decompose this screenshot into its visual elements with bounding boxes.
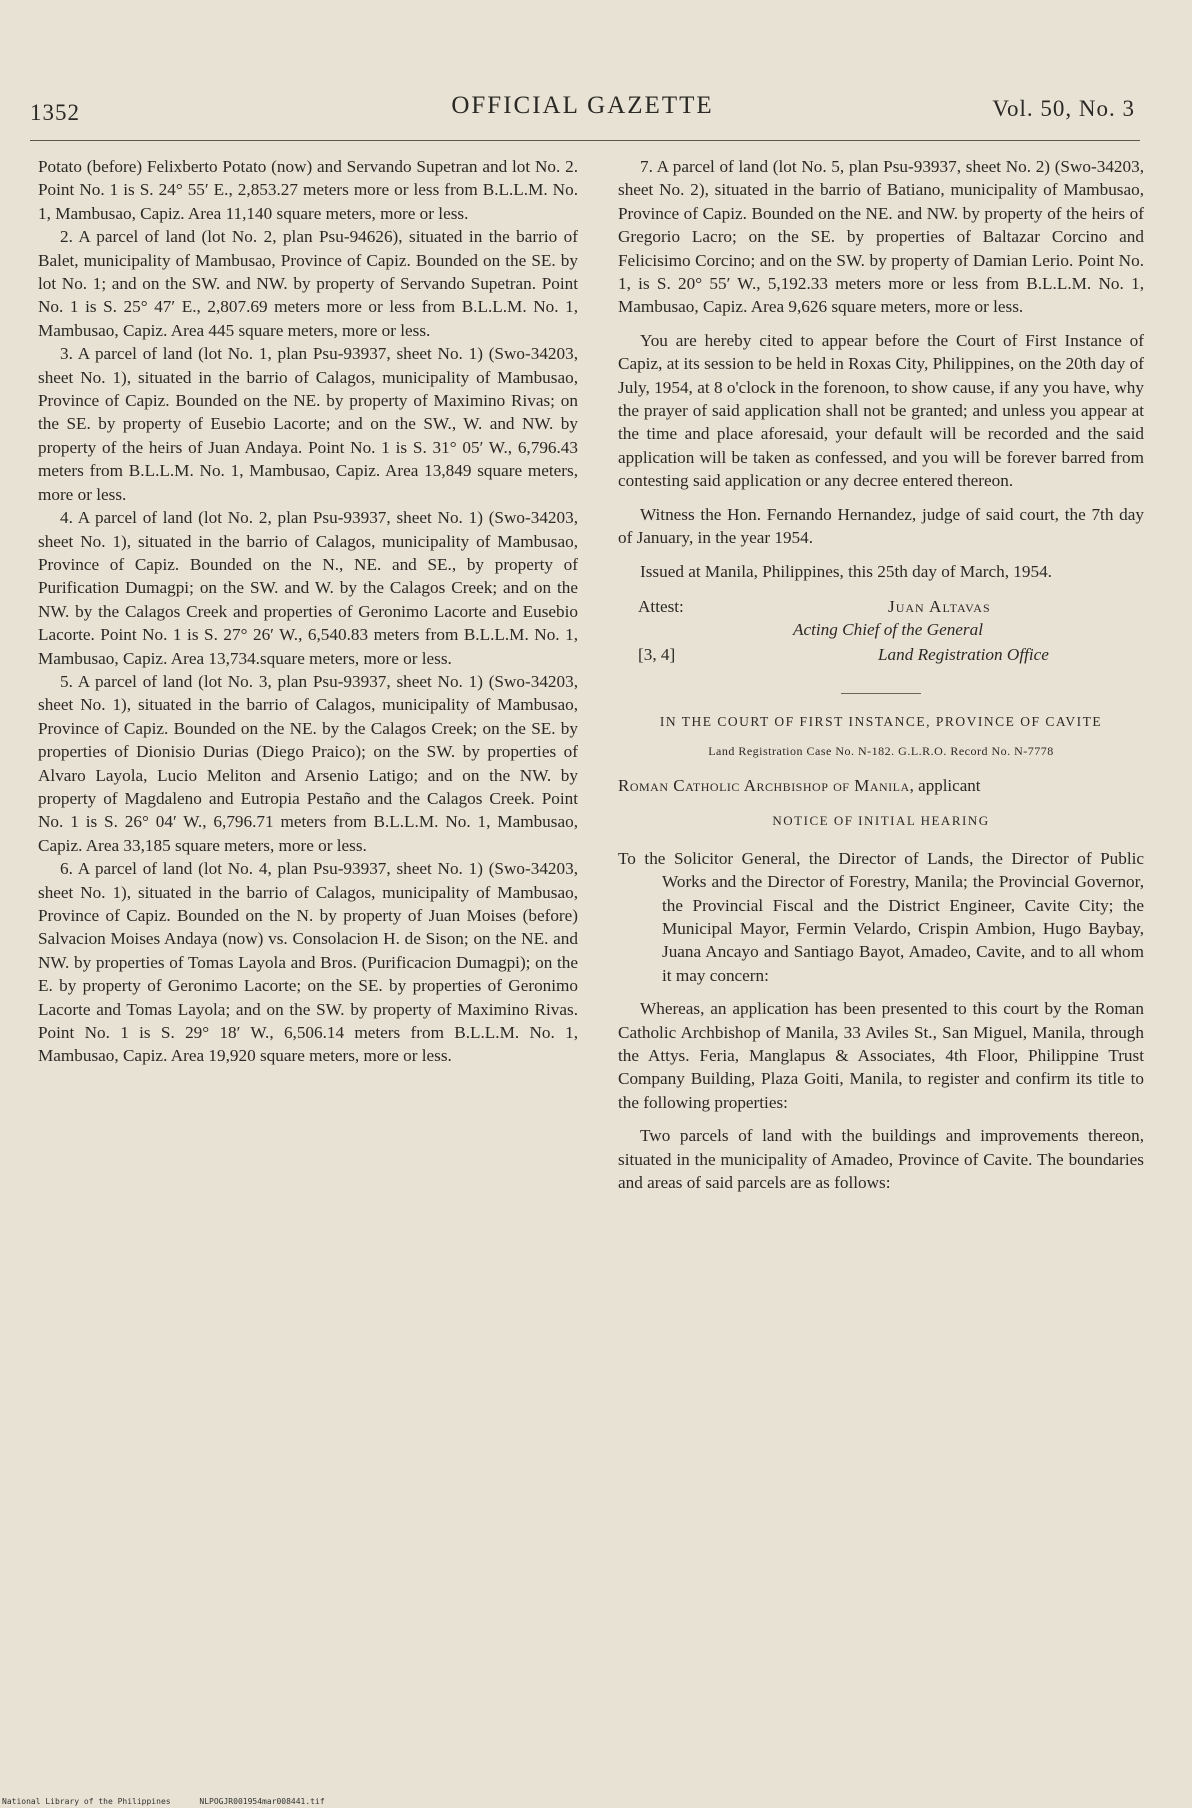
parcel-5: 5. A parcel of land (lot No. 3, plan Psu-93937, sheet No. 1) (Swo-34203, sheet No. 1), situated in the barrio of Calagos, municipality of Mambusao, Province of Capiz. Bounded on the NE. by the Calagos Creek; on the SE. by properties of Dionisio Durias (Diego Praico); on the SW. by properties of Alvaro Layola, Lucio Meliton and Arsenio Latigo; and on the NW. by property of Magdaleno and Eutropia Pestaño and the Calagos Creek. Point No. 1 is S. 26° 04′ W., 6,796.71 meters from B.L.L.M. No. 1, Mambusao, Capiz. Area 33,185 square meters, more or less.: [38, 671, 578, 855]
case-number: Land Registration Case No. N-182. G.L.R.O. Record No. N-7778: [708, 743, 1054, 758]
volume-issue: Vol. 50, No. 3: [992, 96, 1135, 121]
court-heading: IN THE COURT OF FIRST INSTANCE, PROVINCE OF CAVITE: [659, 713, 1103, 729]
issue-reference: [3, 4]: [638, 644, 676, 664]
publication-title: OFFICIAL GAZETTE: [451, 92, 714, 119]
parcel-2: 2. A parcel of land (lot No. 2, plan Psu-94626), situated in the barrio of Balet, municipality of Mambusao, Province of Capiz. Bounded on the SE. by lot No. 1; and on the SW. and NW. by property of Servando Supetran. Point No. 1 is S. 25° 47′ E., 2,807.69 meters more or less from B.L.L.M. No. 1, Mambusao, Capiz. Area 445 square meters, more or less.: [38, 227, 578, 340]
scan-footer: [2, 1797, 349, 1806]
addressee-paragraph: To the Solicitor General, the Director of Lands, the Director of Public Works and the Director of Forestry, Manila; the Provincial Governor, the Provincial Fiscal and the District Engineer, Cavite City; the Municipal Mayor, Fermin Velardo, Crispin Ambion, Hugo Baybay, Juana Ancayo and Santiago Bayot, Amadeo, Cavite, and to all whom it may concern:: [618, 848, 1144, 985]
running-header: [30, 88, 1135, 128]
page-number: 1352: [30, 100, 80, 125]
two-parcels-paragraph: Two parcels of land with the buildings and improvements thereon, situated in the municipality of Amadeo, Province of Cavite. The boundaries and areas of said parcels are as follows:: [618, 1126, 1144, 1192]
parcel-4: 4. A parcel of land (lot No. 2, plan Psu-93937, sheet No. 1) (Swo-34203, sheet No. 1), situated in the barrio of Calagos, municipality of Mambusao, Province of Capiz. Bounded on the N., NE. and SE., by property of Purification Dumagpi; on the SW. and W. by the Calagos Creek; and on the NW. by the Calagos Creek and properties of Geronimo Lacorte and Eusebio Lacorte. Point No. 1 is S. 27° 26′ W., 6,540.83 meters from B.L.L.M. No. 1, Mambusao, Capiz. Area 13,734.square meters, more or less.: [38, 508, 578, 668]
signer-title-line-1: Acting Chief of the General: [793, 619, 983, 639]
left-column: [38, 155, 578, 1068]
section-divider: [841, 693, 921, 694]
file-name: NLPOGJR001954mar008441.tif: [199, 1797, 325, 1806]
witness-paragraph: Witness the Hon. Fernando Hernandez, judge of said court, the 7th day of January, in the year 1954.: [618, 504, 1144, 548]
header-rule: [30, 140, 1140, 141]
parcel-6: 6. A parcel of land (lot No. 4, plan Psu-93937, sheet No. 1) (Swo-34203, sheet No. 1), situated in the barrio of Calagos, municipality of Mambusao, Province of Capiz. Bounded on the N. by property of Juan Moises (before) Salvacion Moises Andaya (now) vs. Consolacion H. de Sison; on the NE. and NW. by properties of Tomas Layola and Bros. (Purificacion Dumagpi); on the E. by property of Geronimo Lacorte; on the SE. by properties of Geronimo Lacorte and Tomas Layola; and on the SW. by property of Maximino Rivas. Point No. 1 is S. 29° 18′ W., 6,506.14 meters from B.L.L.M. No. 1, Mambusao, Capiz. Area 19,920 square meters, more or less.: [38, 859, 578, 1066]
signer-title-line-2: Land Registration Office: [878, 644, 1049, 664]
citation-paragraph: You are hereby cited to appear before the Court of First Instance of Capiz, at its session to be held in Roxas City, Philippines, on the 20th day of July, 1954, at 8 o'clock in the forenoon, to show cause, if any you have, why the prayer of said application shall not be granted; and unless you appear at the time and place aforesaid, your default will be recorded and the said application will be taken as confessed, and you will be forever barred from contesting said application or any decree entered thereon.: [618, 330, 1144, 491]
right-column: [618, 155, 1144, 1194]
parcel-7: 7. A parcel of land (lot No. 5, plan Psu-93937, sheet No. 2) (Swo-34203, sheet No. 2), situated in the barrio of Batiano, municipality of Mambusao, Province of Capiz. Bounded on the NE. and NW. by property of the heirs of Gregorio Lacro; on the SE. by properties of Baltazar Corcino and Felicisimo Corcino; and on the SW. by property of Damian Lerio. Point No. 1, is S. 20° 55′ W., 5,192.33 meters more or less from B.L.L.M. No. 1, Mambusao, Capiz. Area 9,626 square meters, more or less.: [618, 157, 1144, 317]
library-credit: National Library of the Philippines: [2, 1797, 171, 1806]
applicant-line: [618, 774, 1144, 797]
parcel-3: 3. A parcel of land (lot No. 1, plan Psu-93937, sheet No. 1) (Swo-34203, sheet No. 1), situated in the barrio of Calagos, municipality of Mambusao, Province of Capiz. Bounded on the NE. by property of Maximino Rivas; on the SE. by property of Eusebio Lacorte; and on the SW., W. and NW. by property of the heirs of Juan Andaya. Point No. 1 is S. 31° 05′ W., 6,796.43 meters from B.L.L.M. No. 1, Mambusao, Capiz. Area 13,849 square meters, more or less.: [38, 344, 578, 504]
parcel-1-continuation: Potato (before) Felixberto Potato (now) and Servando Supetran and lot No. 2. Point No. 1 is S. 24° 55′ E., 2,853.27 meters more or less from B.L.L.M. No. 1, Mambusao, Capiz. Area 11,140 square meters, more or less.: [38, 157, 578, 223]
applicant-suffix: , applicant: [909, 775, 981, 795]
attest-label: Attest:: [638, 596, 684, 616]
issued-paragraph: Issued at Manila, Philippines, this 25th day of March, 1954.: [640, 561, 1052, 581]
notice-heading: NOTICE OF INITIAL HEARING: [772, 813, 990, 829]
whereas-paragraph: Whereas, an application has been presented to this court by the Roman Catholic Archbishop of Manila, 33 Aviles St., San Miguel, Manila, through the Attys. Feria, Manglapus & Associates, 4th Floor, Philippine Trust Company Building, Plaza Goiti, Manila, to register and confirm its title to the following properties:: [618, 999, 1144, 1112]
attestation-block: [618, 595, 1144, 671]
applicant-name: Roman Catholic Archbishop of Manila: [618, 775, 910, 795]
signer-name: Juan Altavas: [888, 596, 991, 616]
